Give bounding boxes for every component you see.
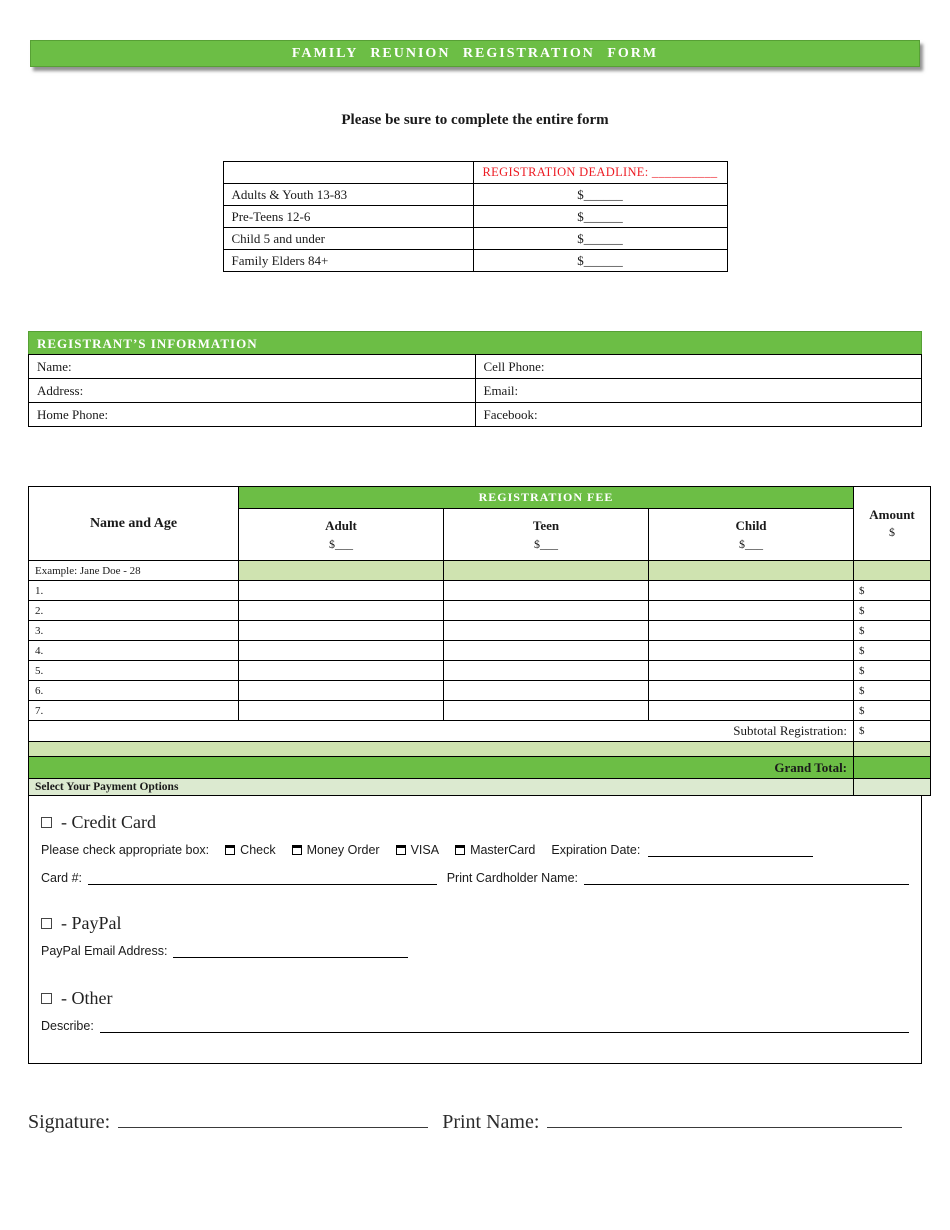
home-phone-field[interactable]: Home Phone: xyxy=(29,403,476,427)
check-prompt-label: Please check appropriate box: xyxy=(41,843,210,857)
credit-card-checkbox-icon[interactable] xyxy=(41,817,52,828)
spacer-row xyxy=(29,742,931,757)
fee-header-row xyxy=(29,487,931,509)
row-number: 5. xyxy=(29,661,239,681)
paypal-email-label: PayPal Email Address: xyxy=(41,944,168,958)
card-type-check[interactable] xyxy=(225,843,275,857)
paypal-checkbox-icon[interactable] xyxy=(41,918,52,929)
pricing-amount-field[interactable]: $______ xyxy=(473,228,727,250)
pricing-deadline-row xyxy=(223,162,727,184)
cell-phone-field[interactable]: Cell Phone: xyxy=(475,355,922,379)
money-order-label: Money Order xyxy=(306,843,380,857)
card-type-visa[interactable] xyxy=(396,843,440,857)
teen-fee-cell[interactable] xyxy=(444,621,649,641)
teen-price-blank[interactable]: $___ xyxy=(534,536,558,551)
visa-label: VISA xyxy=(410,843,440,857)
teen-fee-cell[interactable] xyxy=(444,681,649,701)
check-checkbox-icon[interactable] xyxy=(225,845,235,855)
pricing-row xyxy=(223,250,727,272)
payment-options-row xyxy=(29,779,931,796)
adult-fee-cell[interactable] xyxy=(239,661,444,681)
adult-fee-cell[interactable] xyxy=(239,601,444,621)
print-name-label: Print Name: xyxy=(442,1111,540,1133)
spacer-cell xyxy=(29,742,854,757)
row-number: 1. xyxy=(29,581,239,601)
card-type-mastercard[interactable] xyxy=(455,843,535,857)
grand-total-label: Grand Total: xyxy=(29,757,854,779)
mastercard-label: MasterCard xyxy=(470,843,536,857)
row-number: 4. xyxy=(29,641,239,661)
name-field[interactable]: Name: xyxy=(29,355,476,379)
fee-row xyxy=(29,621,931,641)
paypal-email-line xyxy=(41,944,909,958)
expiration-date-field[interactable] xyxy=(648,844,813,857)
subtotal-label: Subtotal Registration: xyxy=(29,721,854,742)
card-number-line xyxy=(41,871,909,885)
credit-card-label: - Credit Card xyxy=(61,812,156,832)
amount-cell[interactable]: $ xyxy=(854,601,931,621)
child-fee-cell[interactable] xyxy=(649,661,854,681)
teen-fee-cell[interactable] xyxy=(444,661,649,681)
adult-fee-cell[interactable] xyxy=(239,681,444,701)
row-number: 6. xyxy=(29,681,239,701)
pricing-amount-field[interactable]: $______ xyxy=(473,206,727,228)
registrant-row xyxy=(29,379,922,403)
adult-price-blank[interactable]: $___ xyxy=(329,536,353,551)
pricing-category-label: Child 5 and under xyxy=(223,228,473,250)
print-name-field[interactable] xyxy=(547,1106,902,1128)
describe-line xyxy=(41,1019,909,1033)
spacer-amount-cell xyxy=(854,742,931,757)
fee-row xyxy=(29,661,931,681)
paypal-label: - PayPal xyxy=(61,913,122,933)
amount-cell[interactable]: $ xyxy=(854,681,931,701)
pricing-category-label: Family Elders 84+ xyxy=(223,250,473,272)
other-option[interactable] xyxy=(41,988,909,1009)
amount-cell[interactable]: $ xyxy=(854,641,931,661)
fee-row xyxy=(29,601,931,621)
describe-label: Describe: xyxy=(41,1019,94,1033)
child-fee-cell[interactable] xyxy=(649,681,854,701)
registrant-info-section xyxy=(28,331,922,427)
card-type-line xyxy=(41,843,909,857)
registrant-row xyxy=(29,403,922,427)
teen-fee-cell[interactable] xyxy=(444,581,649,601)
card-type-money-order[interactable] xyxy=(292,843,380,857)
pricing-row xyxy=(223,206,727,228)
mastercard-checkbox-icon[interactable] xyxy=(455,845,465,855)
adult-fee-cell[interactable] xyxy=(239,581,444,601)
subtotal-amount-cell[interactable]: $ xyxy=(854,721,931,742)
registrant-info-table xyxy=(28,354,922,427)
example-adult-cell xyxy=(239,561,444,581)
facebook-field[interactable]: Facebook: xyxy=(475,403,922,427)
example-teen-cell xyxy=(444,561,649,581)
check-label: Check xyxy=(240,843,276,857)
payment-options-amount-cell xyxy=(854,779,931,796)
adult-column-header xyxy=(239,509,444,561)
pricing-category-label: Adults & Youth 13-83 xyxy=(223,184,473,206)
example-child-cell xyxy=(649,561,854,581)
registration-fee-table xyxy=(28,486,931,796)
grand-total-amount-cell[interactable] xyxy=(854,757,931,779)
adult-label: Adult xyxy=(325,517,357,533)
amount-cell[interactable]: $ xyxy=(854,661,931,681)
child-label: Child xyxy=(735,517,767,533)
other-label: - Other xyxy=(61,988,113,1008)
fee-row xyxy=(29,641,931,661)
signature-label: Signature: xyxy=(28,1111,111,1133)
paypal-option[interactable] xyxy=(41,913,909,934)
row-number: 7. xyxy=(29,701,239,721)
pricing-row xyxy=(223,184,727,206)
registration-fee-section xyxy=(28,486,922,796)
row-number: 2. xyxy=(29,601,239,621)
amount-label: Amount xyxy=(869,507,915,522)
example-label: Example: Jane Doe - 28 xyxy=(29,561,239,581)
credit-card-option[interactable] xyxy=(41,812,909,833)
pricing-amount-field[interactable]: $______ xyxy=(473,250,727,272)
address-field[interactable]: Address: xyxy=(29,379,476,403)
teen-fee-cell[interactable] xyxy=(444,701,649,721)
card-number-label: Card #: xyxy=(41,871,82,885)
example-amount-cell xyxy=(854,561,931,581)
child-fee-cell[interactable] xyxy=(649,601,854,621)
pricing-table xyxy=(223,161,728,272)
amount-cell[interactable]: $ xyxy=(854,581,931,601)
row-number: 3. xyxy=(29,621,239,641)
pricing-empty-cell xyxy=(223,162,473,184)
teen-fee-cell[interactable] xyxy=(444,601,649,621)
pricing-row xyxy=(223,228,727,250)
adult-fee-cell[interactable] xyxy=(239,641,444,661)
payment-options-label: Select Your Payment Options xyxy=(29,779,854,796)
pricing-amount-field[interactable]: $______ xyxy=(473,184,727,206)
registrant-info-header: REGISTRANT’S INFORMATION xyxy=(28,331,922,354)
teen-column-header xyxy=(444,509,649,561)
form-instruction: Please be sure to complete the entire form xyxy=(341,112,609,128)
amount-header xyxy=(854,487,931,561)
payment-section xyxy=(28,796,922,1064)
registration-fee-header: REGISTRATION FEE xyxy=(239,487,854,509)
signature-row xyxy=(28,1106,922,1134)
example-row xyxy=(29,561,931,581)
paypal-email-field[interactable] xyxy=(173,945,408,958)
visa-checkbox-icon[interactable] xyxy=(396,845,406,855)
card-number-field[interactable] xyxy=(88,872,437,885)
child-price-blank[interactable]: $___ xyxy=(739,536,763,551)
teen-fee-cell[interactable] xyxy=(444,641,649,661)
fee-row xyxy=(29,581,931,601)
expiration-date-label: Expiration Date: xyxy=(551,843,641,857)
teen-label: Teen xyxy=(532,517,560,533)
signature-field[interactable] xyxy=(118,1106,428,1128)
registrant-row xyxy=(29,355,922,379)
email-field[interactable]: Email: xyxy=(475,379,922,403)
amount-cell[interactable]: $ xyxy=(854,701,931,721)
describe-field[interactable] xyxy=(100,1020,909,1033)
subtotal-row xyxy=(29,721,931,742)
child-column-header xyxy=(649,509,854,561)
adult-fee-cell[interactable] xyxy=(239,621,444,641)
child-fee-cell[interactable] xyxy=(649,621,854,641)
cardholder-name-label: Print Cardholder Name: xyxy=(446,871,578,885)
registration-deadline-field[interactable]: REGISTRATION DEADLINE: __________ xyxy=(473,162,727,184)
money-order-checkbox-icon[interactable] xyxy=(292,845,302,855)
child-fee-cell[interactable] xyxy=(649,641,854,661)
pricing-category-label: Pre-Teens 12-6 xyxy=(223,206,473,228)
grand-total-row xyxy=(29,757,931,779)
fee-row xyxy=(29,701,931,721)
amount-cell[interactable]: $ xyxy=(854,621,931,641)
adult-fee-cell[interactable] xyxy=(239,701,444,721)
child-fee-cell[interactable] xyxy=(649,701,854,721)
child-fee-cell[interactable] xyxy=(649,581,854,601)
form-title-banner: FAMILY REUNION REGISTRATION FORM xyxy=(30,40,920,67)
other-checkbox-icon[interactable] xyxy=(41,993,52,1004)
name-and-age-header: Name and Age xyxy=(29,487,239,561)
fee-row xyxy=(29,681,931,701)
cardholder-name-field[interactable] xyxy=(584,872,909,885)
amount-symbol: $ xyxy=(889,525,896,539)
